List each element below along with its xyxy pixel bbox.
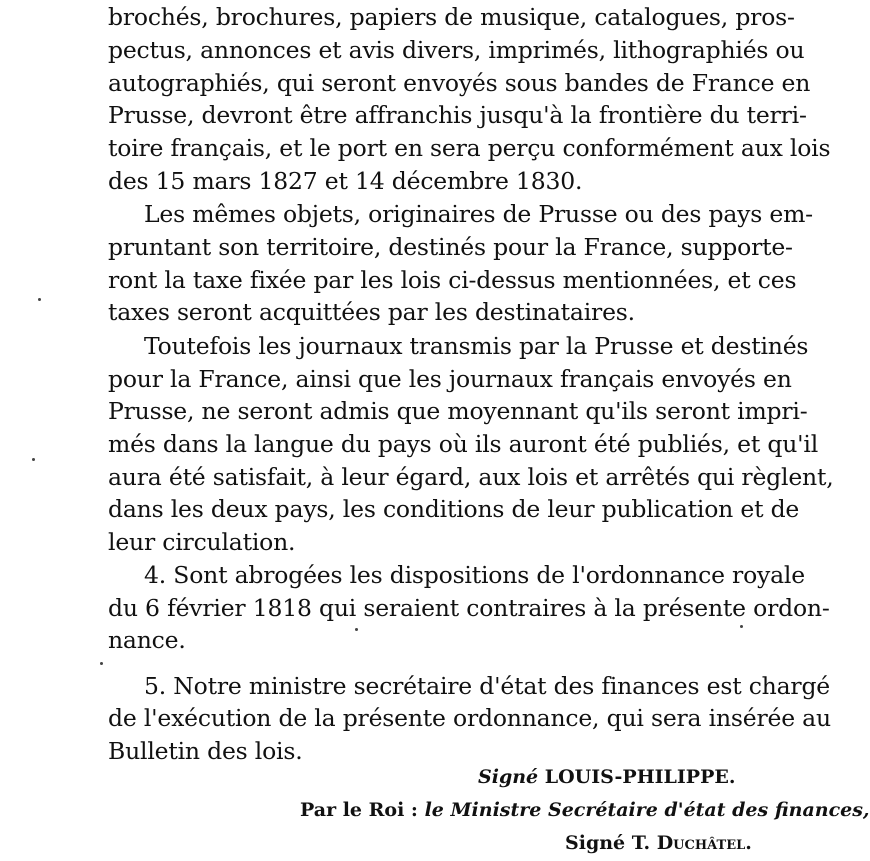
signature-king xyxy=(478,764,735,790)
by-king-label: Par le Roi : xyxy=(300,799,418,821)
print-speck xyxy=(740,625,743,628)
text-line: toire français, et le port en sera perçu conformément aux lois xyxy=(108,134,831,162)
text-line: leur circulation. xyxy=(108,528,296,556)
text-line: de l'exécution de la présente ordonnance, qui sera insérée au xyxy=(108,704,831,732)
minister-title: le Ministre Secrétaire d'état des finances, xyxy=(424,799,870,821)
signature-minister xyxy=(565,830,752,856)
text-line: Toutefois les journaux transmis par la Prusse et destinés xyxy=(144,332,809,360)
text-line: pour la France, ainsi que les journaux français envoyés en xyxy=(108,365,792,393)
text-line: Les mêmes objets, originaires de Prusse ou des pays em- xyxy=(144,200,813,228)
signature-by-king xyxy=(300,797,870,823)
minister-initial: T. xyxy=(631,832,651,854)
text-line: Bulletin des lois. xyxy=(108,737,303,765)
signed-prefix: Signé xyxy=(478,766,539,788)
print-speck xyxy=(355,628,358,631)
text-line: pectus, annonces et avis divers, imprimés, lithographiés ou xyxy=(108,36,805,64)
text-line: des 15 mars 1827 et 14 décembre 1830. xyxy=(108,167,583,195)
text-line: Prusse, ne seront admis que moyennant qu'ils seront impri- xyxy=(108,397,808,425)
text-line: 5. Notre ministre secrétaire d'état des finances est chargé xyxy=(144,672,830,700)
text-line: Prusse, devront être affranchis jusqu'à la frontière du terri- xyxy=(108,101,807,129)
text-line: nance. xyxy=(108,626,186,654)
signed-prefix: Signé xyxy=(565,832,626,854)
text-line: autographiés, qui seront envoyés sous bandes de France en xyxy=(108,69,811,97)
text-line: taxes seront acquittées par les destinataires. xyxy=(108,298,635,326)
text-line: dans les deux pays, les conditions de leur publication et de xyxy=(108,495,800,523)
text-line: 4. Sont abrogées les dispositions de l'ordonnance royale xyxy=(144,561,805,589)
print-speck xyxy=(32,458,35,461)
text-line: du 6 février 1818 qui seraient contraires à la présente ordon- xyxy=(108,594,830,622)
text-line: aura été satisfait, à leur égard, aux lois et arrêtés qui règlent, xyxy=(108,463,834,491)
text-line: brochés, brochures, papiers de musique, catalogues, pros- xyxy=(108,3,795,31)
text-line: ront la taxe fixée par les lois ci-dessus mentionnées, et ces xyxy=(108,266,797,294)
print-speck xyxy=(100,662,103,665)
minister-name: Duchâtel. xyxy=(656,832,752,854)
king-name: LOUIS-PHILIPPE. xyxy=(544,766,736,788)
text-line: pruntant son territoire, destinés pour la France, supporte- xyxy=(108,233,793,261)
text-line: més dans la langue du pays où ils auront été publiés, et qu'il xyxy=(108,430,819,458)
print-speck xyxy=(38,298,41,301)
